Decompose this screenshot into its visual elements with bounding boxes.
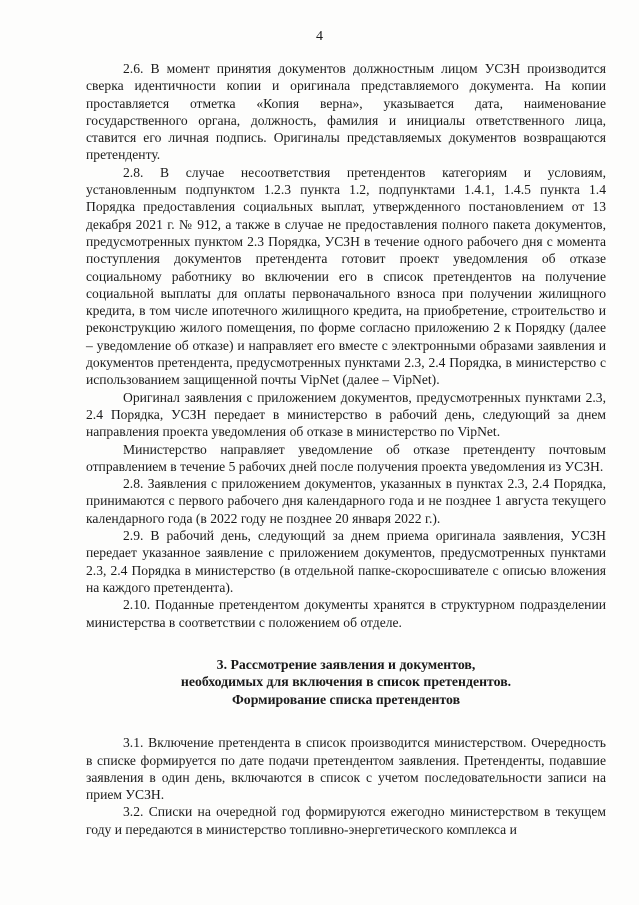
section-heading-line: необходимых для включения в список претендентов. [180,674,512,690]
paragraph-2-8-refusal: 2.8. В случае несоответствия претендентов категориям и условиям, установленным подпунктом 1.2.3 пункта 1.2, подпунктами 1.4.1, 1.4.5 пункта 1.4 Порядка предоставления социальных выплат, утвержденного постановлением от 13 декабря 2021 г. № 912, а также в случае не предоставления полного пакета документов, предусмотренных пунктом 2.3 Порядка, УСЗН в течение одного рабочего дня с момента поступления документов претендента готовит проект уведомления об отказе социальному работнику во включении его в список претендентов на получение социальной выплаты для оплаты первоначального взноса при получении жилищного кредита, в том числе ипотечного жилищного кредита, на приобретение, строительство и реконструкцию жилого помещения, по форме согласно приложению 2 к Порядку (далее – уведомление об отказе) и направляет его вместе с электронными образами заявления и документов претендента, предусмотренных пунктами 2.3, 2.4 Порядка, в министерство с использованием защищенной почты VipNet (далее – VipNet). [86,164,606,388]
section-heading-line: Формирование списка претендентов [231,691,461,707]
section-3-heading [86,656,606,709]
section-heading-line: 3. Рассмотрение заявления и документов, [216,656,476,672]
paragraph-2-9: 2.9. В рабочий день, следующий за днем приема оригинала заявления, УСЗН передает указанное заявление с приложением документов, предусмотренных пунктами 2.3, 2.4 Порядка в министерство (в отдельной папке-скоросшивателе с описью вложения на каждого претендента). [86,528,606,595]
paragraph-2-6: 2.6. В момент принятия документов должностным лицом УСЗН производится сверка идентичности копии и оригинала представляемого документа. На копии проставляется отметка «Копия верна», указывается дата, наименование государственного органа, должность, фамилия и инициалы ответственного лица, ставится его личная подпись. Оригиналы представляемых документов возвращаются претенденту. [86,61,606,163]
paragraph-2-8-deadlines: 2.8. Заявления с приложением документов, указанных в пунктах 2.3, 2.4 Порядка, принимаются с первого рабочего дня календарного года и не позднее 1 августа текущего календарного года (в 2022 году не позднее 20 января 2022 г.). [86,476,606,526]
paragraph-2-10: 2.10. Поданные претендентом документы хранятся в структурном подразделении министерства в соответствии с положением об отделе. [86,597,606,630]
document-body [86,60,606,838]
paragraph-3-1: 3.1. Включение претендента в список производится министерством. Очередность в списке формируется по дате подачи претендентом заявления. Претенденты, подавшие заявления в один день, включаются в список с учетом последовательности записи на прием УСЗН. [86,735,606,803]
paragraph-ministry-notice: Министерство направляет уведомление об отказе претенденту почтовым отправлением в течение 5 рабочих дней после получения проекта уведомления из УСЗН. [86,441,606,474]
paragraph-3-2: 3.2. Списки на очередной год формируются ежегодно министерством в текущем году и передаются в министерство топливно-энергетического комплекса и [86,804,606,837]
paragraph-original-application: Оригинал заявления с приложением документов, предусмотренных пунктами 2.3, 2.4 Порядка, УСЗН передает в министерство в рабочий день, следующий за днем направления проекта уведомления об отказе в министерство по VipNet. [86,389,606,440]
page-number: 4 [316,29,323,44]
